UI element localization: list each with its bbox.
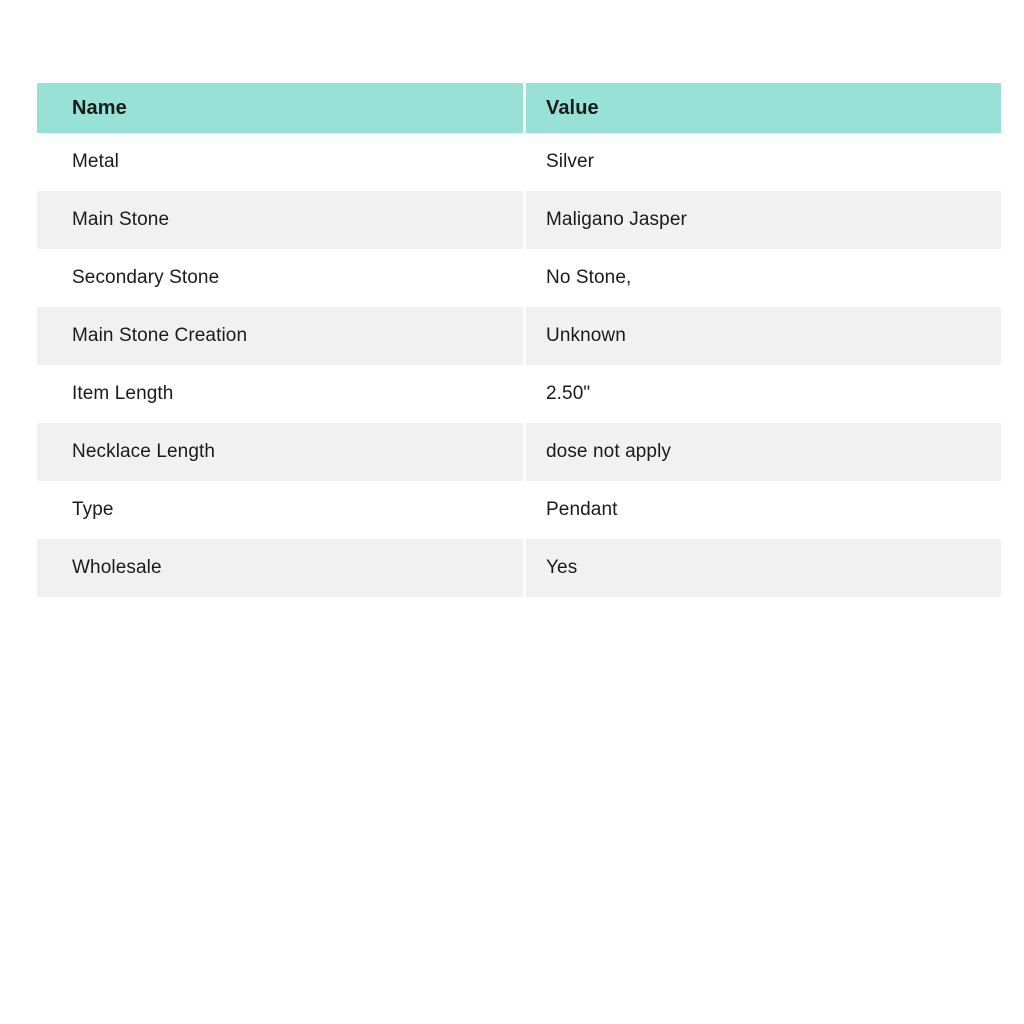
attribute-value: Silver [526,133,1001,191]
table-row [37,133,1001,191]
table-row [37,365,1001,423]
attribute-value: Yes [526,539,1001,597]
header-value-cell: Value [526,83,1001,133]
table-row [37,481,1001,539]
attribute-name: Item Length [37,365,523,423]
table-row [37,307,1001,365]
attribute-value: No Stone, [526,249,1001,307]
attribute-value: Unknown [526,307,1001,365]
table-row [37,191,1001,249]
attribute-name: Necklace Length [37,423,523,481]
attribute-value: Pendant [526,481,1001,539]
attributes-table [37,83,1001,597]
header-name-cell: Name [37,83,523,133]
table-header-row [37,83,1001,133]
attribute-name: Type [37,481,523,539]
table-row [37,249,1001,307]
attribute-name: Wholesale [37,539,523,597]
attribute-name: Main Stone [37,191,523,249]
attribute-name: Main Stone Creation [37,307,523,365]
attribute-value: dose not apply [526,423,1001,481]
table-row [37,539,1001,597]
attribute-value: 2.50" [526,365,1001,423]
attribute-name: Metal [37,133,523,191]
table-row [37,423,1001,481]
attribute-value: Maligano Jasper [526,191,1001,249]
attribute-name: Secondary Stone [37,249,523,307]
